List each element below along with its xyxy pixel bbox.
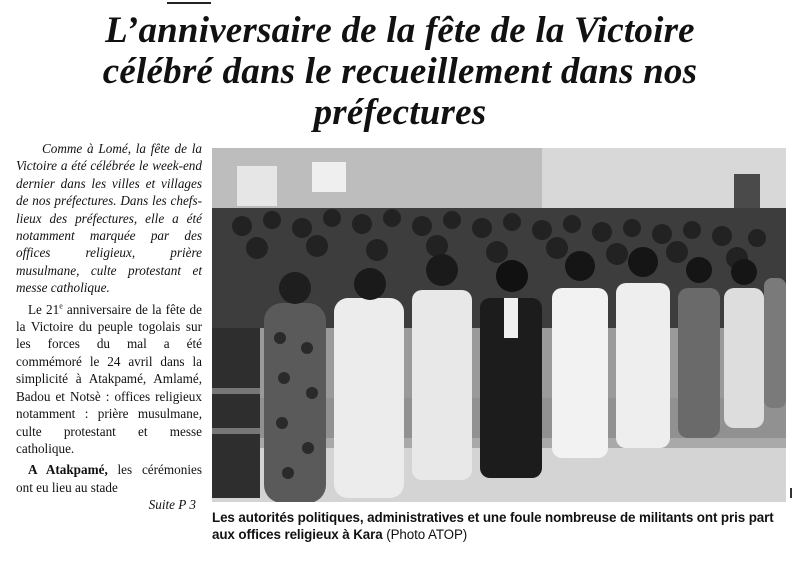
photo-caption [212,509,792,543]
headline-line-2: célébré dans le recueillement dans nos [102,51,698,92]
paragraph-anniversary-rest: anniversaire de la fête de la Victoire du peuple togolais sur les forces du mal a été commémoré le 24 avril dans la simplicité à Atakpamé, Amlamé, Badou et Notsè : offices religieux notamment : prière musulmane, culte protestant et messe catholique. [16,301,202,456]
photo-caption-text: Les autorités politiques, administratives et une foule nombreuse de militants ont pris part aux offices religieux à Kara [212,510,774,542]
headline-line-1: L’anniversaire de la fête de la Victoire [105,10,695,51]
atakpame-text: les cérémonies ont eu lieu au stade [16,462,202,495]
page-edge-mark [790,488,792,498]
ordinal-suffix: e [59,301,63,311]
article-headline [20,10,780,133]
photo-credit: (Photo ATOP) [382,527,468,542]
paragraph-atakpame [16,461,202,496]
paragraph-anniversary [16,301,202,458]
intro-paragraph: Comme à Lomé, la fête de la Victoire a été célébrée le week-end dernier dans les villes et villages de nos préfectures. Dans les chefs-lieux des préfectures, elle a été notamment marquée par des offices religieux, prière musulmane, culte protestant et messe catholique. [16,141,202,296]
article-text-column [16,140,202,514]
headline-line-3: préfectures [313,92,487,133]
continuation-note: Suite P 3 [148,497,196,513]
top-rule [167,2,211,4]
atakpame-lead: A Atakpamé, [28,462,108,478]
ceremony-photo [212,148,786,502]
paragraph-anniversary-start: Le 21 [28,301,60,317]
ceremony-photo-graphic [212,148,786,502]
